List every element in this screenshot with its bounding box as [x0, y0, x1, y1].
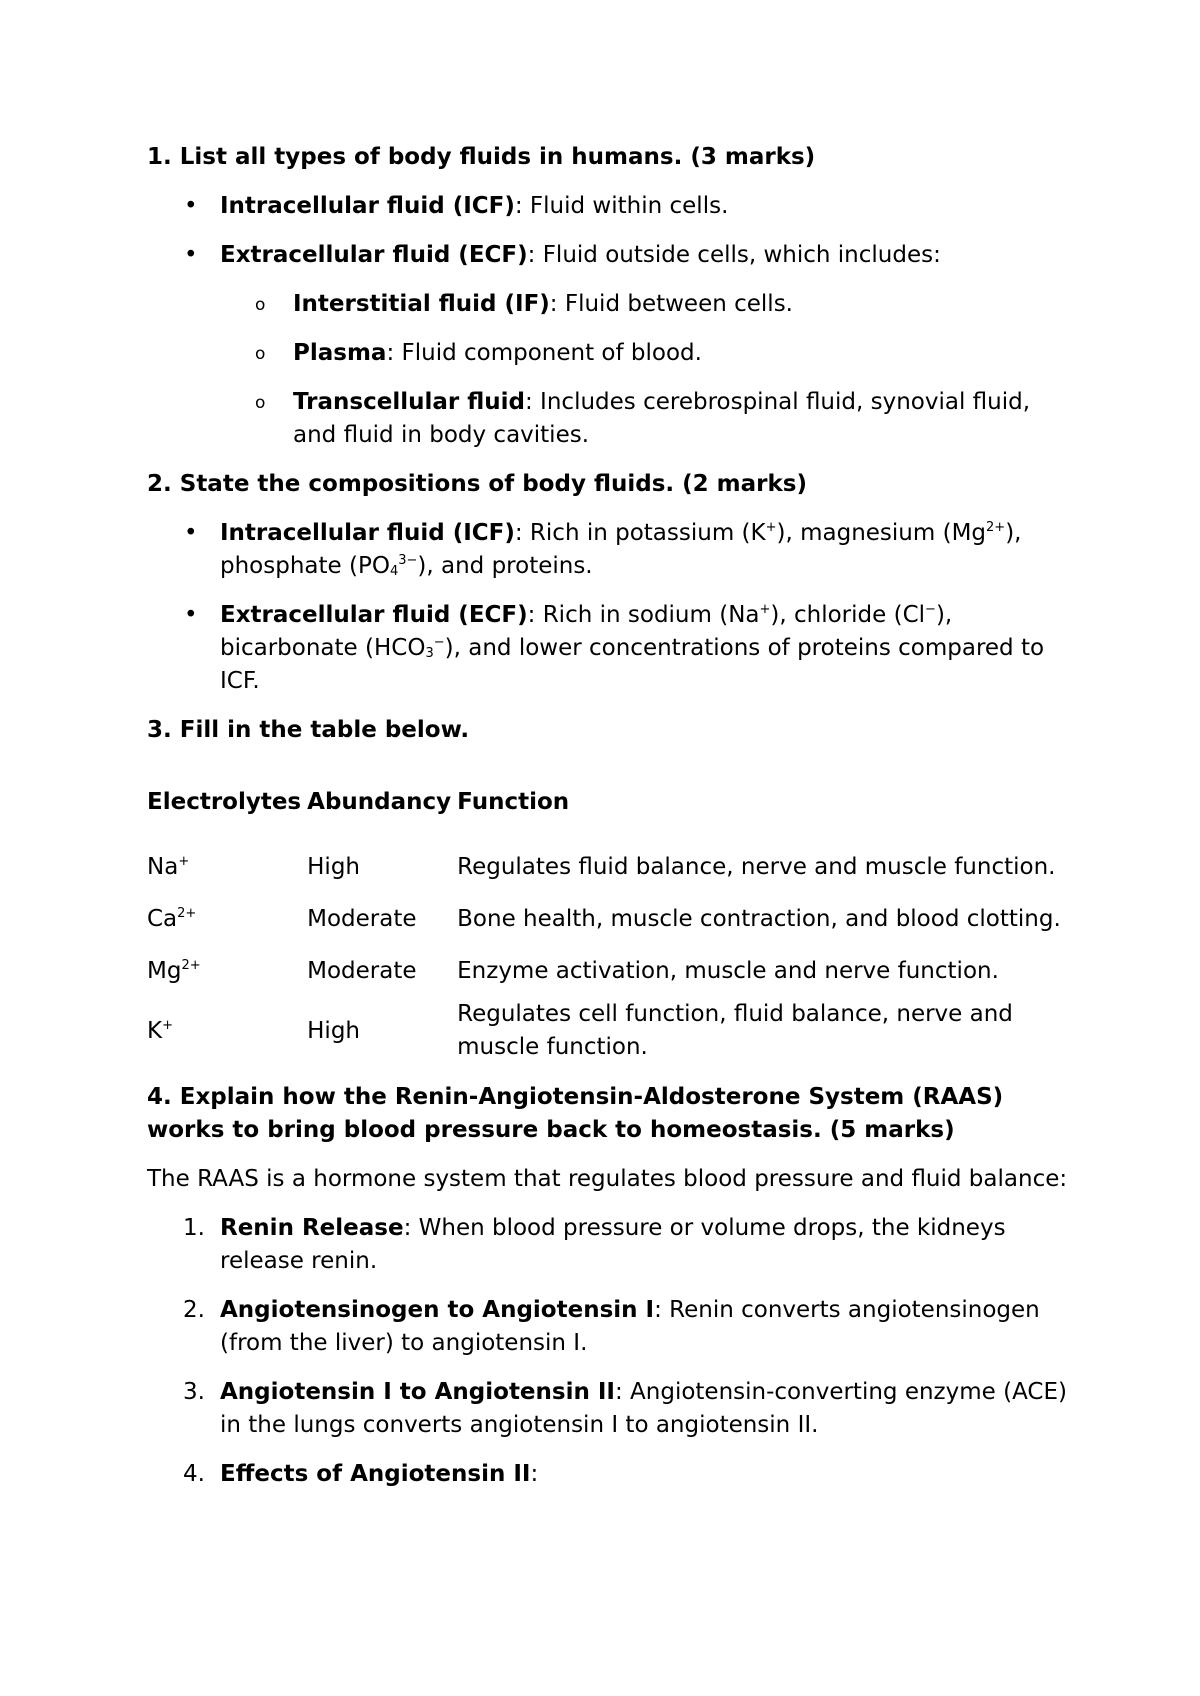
charge: 2+ [177, 905, 197, 921]
definition: : Includes cerebrospinal fluid, synovial fluid, and fluid in body cavities. [293, 389, 1031, 448]
term: Extracellular fluid (ECF) [220, 242, 528, 268]
sub-list-item [220, 288, 1072, 321]
column-header: Function [457, 788, 570, 815]
step-number: 1. [183, 1215, 205, 1241]
abundance-cell: High [307, 1017, 361, 1044]
bullet-icon: • [184, 520, 198, 546]
step-number: 2. [183, 1297, 205, 1323]
composition-text: ), phosphate (PO [220, 520, 1022, 579]
raas-steps-list [147, 1212, 1072, 1491]
circle-bullet-icon: o [255, 295, 266, 315]
term: Effects of Angiotensin II [220, 1461, 531, 1487]
question-1-heading: 1. List all types of body fluids in humans. (3 marks) [147, 144, 816, 170]
definition: : Fluid between cells. [549, 291, 793, 317]
function-cell: Bone health, muscle contraction, and blood clotting. [457, 905, 1061, 932]
list-item [147, 1212, 1072, 1278]
fluid-types-list [147, 190, 1072, 452]
document-page [147, 141, 1072, 1507]
sub-list-item [220, 337, 1072, 370]
term: Intracellular fluid (ICF) [220, 193, 515, 219]
ion-symbol: K [147, 1017, 163, 1044]
electrolyte-cell [144, 841, 304, 893]
question-2-heading: 2. State the compositions of body fluids. (2 marks) [147, 471, 807, 497]
bullet-icon: • [184, 193, 198, 219]
list-item [147, 517, 1072, 583]
abundance-cell: Moderate [307, 957, 417, 984]
definition: : Fluid within cells. [514, 193, 729, 219]
composition-text: : Rich in potassium (K [514, 520, 766, 546]
circle-bullet-icon: o [255, 393, 266, 413]
table-row [144, 841, 1072, 893]
term: Interstitial fluid (IF) [293, 291, 550, 317]
definition: : Fluid component of blood. [386, 340, 702, 366]
term: Intracellular fluid (ICF) [220, 520, 515, 546]
charge: + [162, 1017, 173, 1033]
ecf-sublist [220, 288, 1072, 452]
definition: : Angiotensin-converting enzyme (ACE) in the lungs converts angiotensin I to angiotensin II. [220, 1379, 1067, 1438]
composition-text: ), magnesium (Mg [776, 520, 987, 546]
list-item [147, 599, 1072, 698]
charge: 3− [398, 553, 418, 568]
column-header: Abundancy [307, 788, 452, 815]
list-item [147, 1294, 1072, 1360]
list-item [147, 1458, 1072, 1491]
bullet-icon: • [184, 242, 198, 268]
list-item [147, 239, 1072, 452]
ion-symbol: Ca [147, 905, 178, 932]
definition: : Renin converts angiotensinogen (from the liver) to angiotensin I. [220, 1297, 1040, 1356]
table-row [144, 893, 1072, 945]
charge: + [759, 602, 771, 617]
composition-text: ), and proteins. [417, 553, 593, 579]
function-cell: Regulates cell function, fluid balance, nerve and muscle function. [457, 1001, 1013, 1060]
step-number: 3. [183, 1379, 205, 1405]
list-item [147, 1376, 1072, 1442]
compositions-list [147, 517, 1072, 698]
charge: − [925, 602, 936, 617]
term: Extracellular fluid (ECF) [220, 602, 528, 628]
step-number: 4. [183, 1461, 205, 1487]
raas-intro: The RAAS is a hormone system that regulates blood pressure and fluid balance: [147, 1166, 1068, 1192]
electrolytes-table [144, 763, 1072, 1065]
charge: 2+ [986, 520, 1006, 535]
charge: + [178, 853, 190, 869]
abundance-cell: Moderate [307, 905, 417, 932]
electrolyte-cell [144, 997, 304, 1065]
circle-bullet-icon: o [255, 344, 266, 364]
function-cell: Enzyme activation, muscle and nerve function. [457, 957, 999, 984]
term: Transcellular fluid [293, 389, 525, 415]
definition: : When blood pressure or volume drops, the kidneys release renin. [220, 1215, 1006, 1274]
function-cell: Regulates fluid balance, nerve and muscle function. [457, 853, 1056, 880]
composition-text: : Rich in sodium (Na [527, 602, 760, 628]
electrolyte-cell [144, 945, 304, 997]
composition-text: ), and lower concentrations of proteins compared to ICF. [220, 635, 1045, 694]
sub-list-item [220, 386, 1072, 452]
column-header: Electrolytes [147, 788, 302, 815]
table-row [144, 997, 1072, 1065]
definition: : [530, 1461, 539, 1487]
charge: − [433, 635, 445, 650]
term: Angiotensinogen to Angiotensin I [220, 1297, 655, 1323]
bullet-icon: • [184, 602, 198, 628]
term: Plasma [293, 340, 387, 366]
table-header-row [144, 763, 1072, 841]
list-item [147, 190, 1072, 223]
composition-text: ), bicarbonate (HCO [220, 602, 953, 661]
charge: 2+ [181, 957, 201, 973]
charge: + [765, 520, 777, 535]
term: Renin Release [220, 1215, 404, 1241]
table-row [144, 945, 1072, 997]
ion-symbol: Na [147, 853, 179, 880]
subscript: 4 [389, 564, 399, 579]
abundance-cell: High [307, 853, 361, 880]
term: Angiotensin I to Angiotensin II [220, 1379, 615, 1405]
composition-text: ), chloride (Cl [770, 602, 926, 628]
ion-symbol: Mg [147, 957, 182, 984]
definition: : Fluid outside cells, which includes: [527, 242, 941, 268]
question-4-heading: 4. Explain how the Renin-Angiotensin-Aldosterone System (RAAS) works to bring blood pressure back to homeostasis. (5 marks) [147, 1084, 1004, 1143]
electrolyte-cell [144, 893, 304, 945]
subscript: 3 [425, 646, 434, 661]
question-3-heading: 3. Fill in the table below. [147, 717, 470, 743]
